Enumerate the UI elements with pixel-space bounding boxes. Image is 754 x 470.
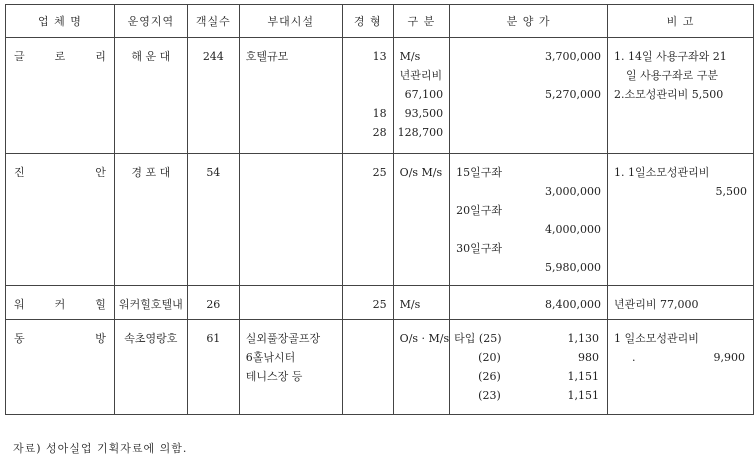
region-cell: 경 포 대 [114,154,187,286]
price-cell: 8,400,000 [450,286,608,320]
region-cell: 워커힐호텔내 [114,286,187,320]
header-notes: 비 고 [608,5,754,38]
header-price: 분 양 가 [450,5,608,38]
notes-cell: 1. 1일소모성관리비 5,500 [608,154,754,286]
header-company: 업 체 명 [6,5,115,38]
notes-cell: 1. 14일 사용구좌와 21 일 사용구좌로 구분 2.소모성관리비 5,500 [608,38,754,154]
region-cell: 해 운 대 [114,38,187,154]
facilities-cell [239,286,342,320]
company-cell: 워 커 힐 [6,286,115,320]
rooms-cell: 54 [187,154,239,286]
price-cell: 3,700,000 5,270,000 [450,38,608,154]
facilities-cell: 실외풀장골프장 6홀낚시터 테니스장 등 [239,320,342,415]
header-row [6,5,754,38]
company-cell: 글 로 리 [6,38,115,154]
header-rooms: 객실수 [187,5,239,38]
header-region: 운영지역 [114,5,187,38]
table-row [6,154,754,286]
category-cell: M/s 년관리비 67,100 93,500 128,700 [393,38,449,154]
header-category: 구 분 [393,5,449,38]
category-cell: M/s [393,286,449,320]
rooms-cell: 244 [187,38,239,154]
notes-cell: 1 일소모성관리비 . 9,900 [608,320,754,415]
category-cell: O/s M/s [393,154,449,286]
table-row [6,38,754,154]
notes-cell: 년관리비 77,000 [608,286,754,320]
price-cell: 15일구좌 3,000,000 20일구좌 4,000,000 30일구좌 5,980,000 [450,154,608,286]
rooms-cell: 61 [187,320,239,415]
region-cell: 속초영랑호 [114,320,187,415]
type-cell: 13 18 28 [342,38,393,154]
rooms-cell: 26 [187,286,239,320]
header-facilities: 부대시설 [239,5,342,38]
price-cell: 타입 (25) 1,130 (20) 980 (26) 1,151 (23) 1,151 [450,320,608,415]
timeshare-table [5,4,754,415]
type-cell [342,320,393,415]
type-cell: 25 [342,286,393,320]
company-cell: 진 안 [6,154,115,286]
company-cell: 동 방 [6,320,115,415]
category-cell: O/s · M/s [393,320,449,415]
facilities-cell [239,154,342,286]
type-cell: 25 [342,154,393,286]
table-row [6,320,754,415]
source-note: 자료) 성아실업 기획자료에 의함. [13,442,188,455]
facilities-cell: 호텔규모 [239,38,342,154]
header-type: 경 형 [342,5,393,38]
table-row [6,286,754,320]
